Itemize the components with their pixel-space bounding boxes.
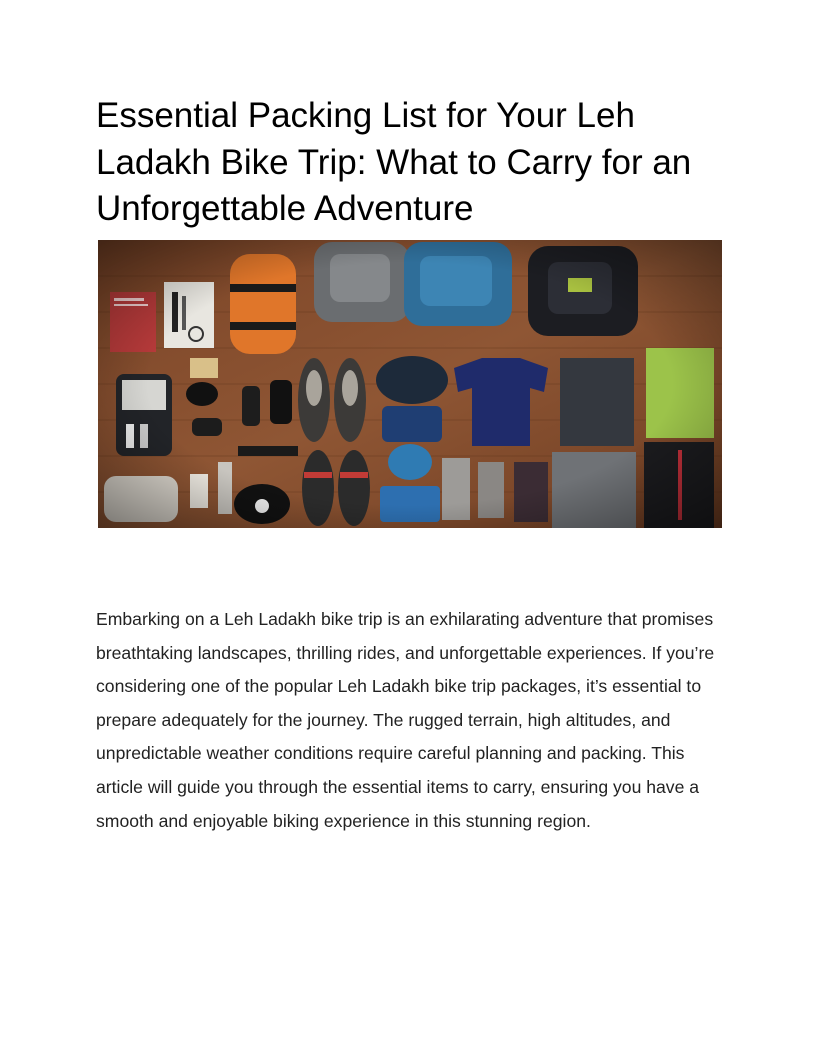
page-title: Essential Packing List for Your Leh Ladakh Bike Trip: What to Carry for an Unforgettable Adventure — [96, 96, 692, 228]
hero-photo — [98, 240, 722, 528]
intro-paragraph: Embarking on a Leh Ladakh bike trip is an exhilarating adventure that promises breathtaking landscapes, thrilling rides, and unforgettable experiences. If you’re considering one of the popular Leh Ladakh bike trip packages, it’s essential to prepare adequately for the journey. The rugged terrain, high altitudes, and unpredictable weather conditions require careful planning and packing. This article will guide you through the essential items to carry, ensuring you have a smooth and enjoyable biking experience in this stunning region. — [96, 609, 715, 831]
